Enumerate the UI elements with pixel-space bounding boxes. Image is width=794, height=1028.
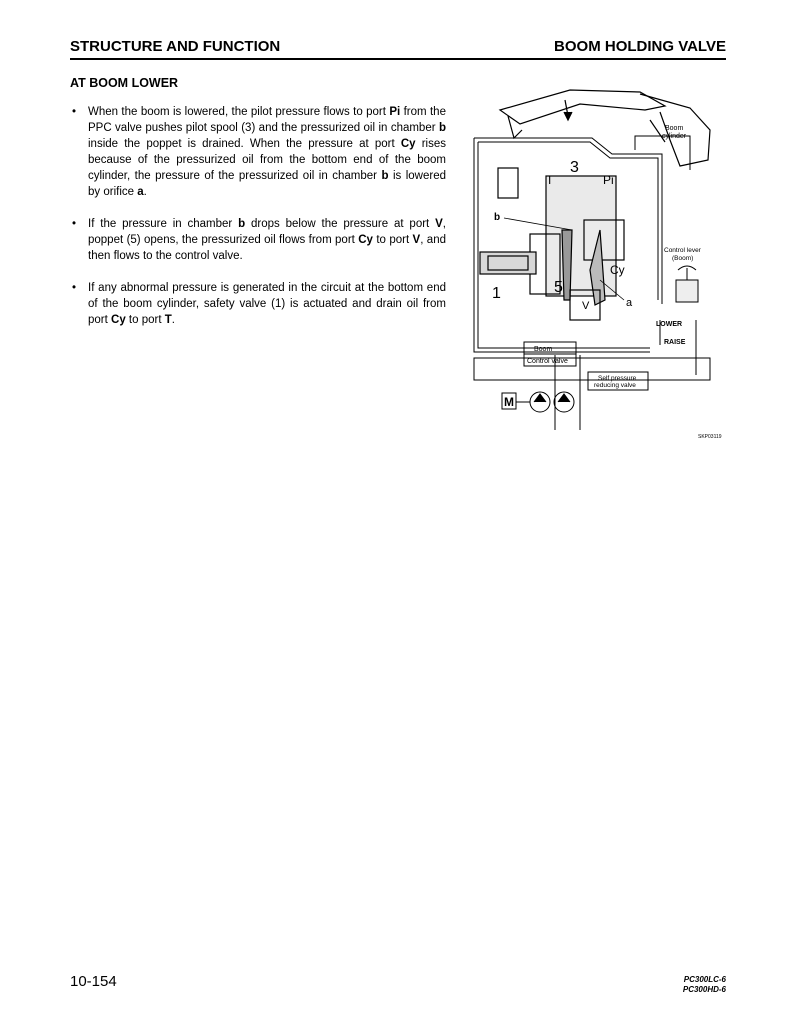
bullet-item (70, 104, 446, 200)
raise-line-label: RAISE (664, 339, 686, 346)
section-heading: BOOM HOLDING VALVE (554, 38, 726, 55)
lower-line-label: LOWER (656, 321, 683, 328)
pilot-spool-number: 3 (570, 159, 579, 176)
port-cy-label: Cy (610, 263, 625, 277)
chamber-b-label: b (494, 212, 501, 223)
text-run: If any abnormal pressure is generated in the circuit at the bottom end of the boom cylinder, safety valve (1) is actuated and drain oil from port (88, 282, 446, 326)
bold-term: Cy (358, 234, 373, 246)
subsection-title: AT BOOM LOWER (70, 76, 179, 90)
bullet-dot: • (72, 282, 77, 294)
figure-code: SKP03119 (698, 434, 722, 440)
model-2: PC300HD-6 (682, 985, 726, 994)
bold-term: V (412, 234, 421, 246)
text-run: to port (125, 314, 165, 326)
safety-valve-number: 1 (492, 285, 501, 302)
boom-cylinder-label-2: cylinder (662, 133, 687, 140)
self-pressure-label-1: Self pressure (598, 375, 637, 382)
bold-term: Cy (111, 314, 126, 326)
control-valve-label: Control valve (527, 358, 568, 365)
text-run: . (171, 314, 175, 326)
bullet-list (70, 104, 446, 344)
bold-term: b (238, 218, 246, 230)
control-lever-label-2: (Boom) (672, 255, 694, 262)
text-run: If the pressure in chamber (88, 218, 239, 230)
bold-term: a (137, 186, 144, 198)
port-v-label: V (582, 300, 590, 312)
poppet-number: 5 (554, 279, 563, 296)
bullet-dot: • (72, 106, 77, 118)
text-run: rises because of the pressurized oil from the bottom end of the boom cylinder, the pressure of the pressurized oil in chamber (88, 138, 446, 182)
text-run: . (143, 186, 147, 198)
bold-term: V (435, 218, 443, 230)
bold-term: Cy (400, 138, 416, 150)
bold-term: Pi (389, 106, 401, 118)
self-pressure-label-2: reducing valve (594, 382, 636, 389)
text-run: drops below the pressure at port (245, 218, 436, 230)
text-run: , and then flows to the control valve. (88, 234, 446, 262)
text-run: from the PPC valve pushes pilot spool (3) and the pressurized oil in chamber (88, 106, 446, 134)
bold-term: T (164, 314, 172, 326)
control-lever-label-1: Control lever (664, 247, 701, 254)
bullet-item (70, 216, 446, 264)
text-run: inside the poppet is drained. When the pressure at port (88, 138, 401, 150)
text-run: is lowered by orifice (88, 170, 447, 198)
text-run: , poppet (5) opens, the pressurized oil flows from port (88, 218, 446, 246)
hydraulic-circuit-diagram (460, 80, 730, 442)
bold-term: b (438, 122, 446, 134)
page-header (70, 36, 726, 60)
control-lever-symbol (676, 266, 698, 302)
text-run: to port (372, 234, 413, 246)
chapter-title: STRUCTURE AND FUNCTION (70, 38, 281, 55)
bullet-dot: • (72, 218, 77, 230)
bullet-item (70, 280, 446, 328)
boom-cylinder-label-1: Boom (665, 125, 684, 132)
orifice-a-label: a (626, 297, 633, 309)
bold-term: b (381, 170, 389, 182)
motor-label: M (504, 395, 514, 409)
text-run: When the boom is lowered, the pilot pressure flows to port (88, 106, 390, 118)
model-1: PC300LC-6 (683, 975, 726, 984)
page-number: 10-154 (70, 973, 117, 990)
boom-holding-valve-body (480, 168, 624, 320)
port-pi-label: Pi (603, 173, 614, 187)
boom-spool-label: Boom (534, 346, 553, 353)
model-numbers (683, 975, 726, 995)
port-t-label: T (546, 173, 554, 187)
